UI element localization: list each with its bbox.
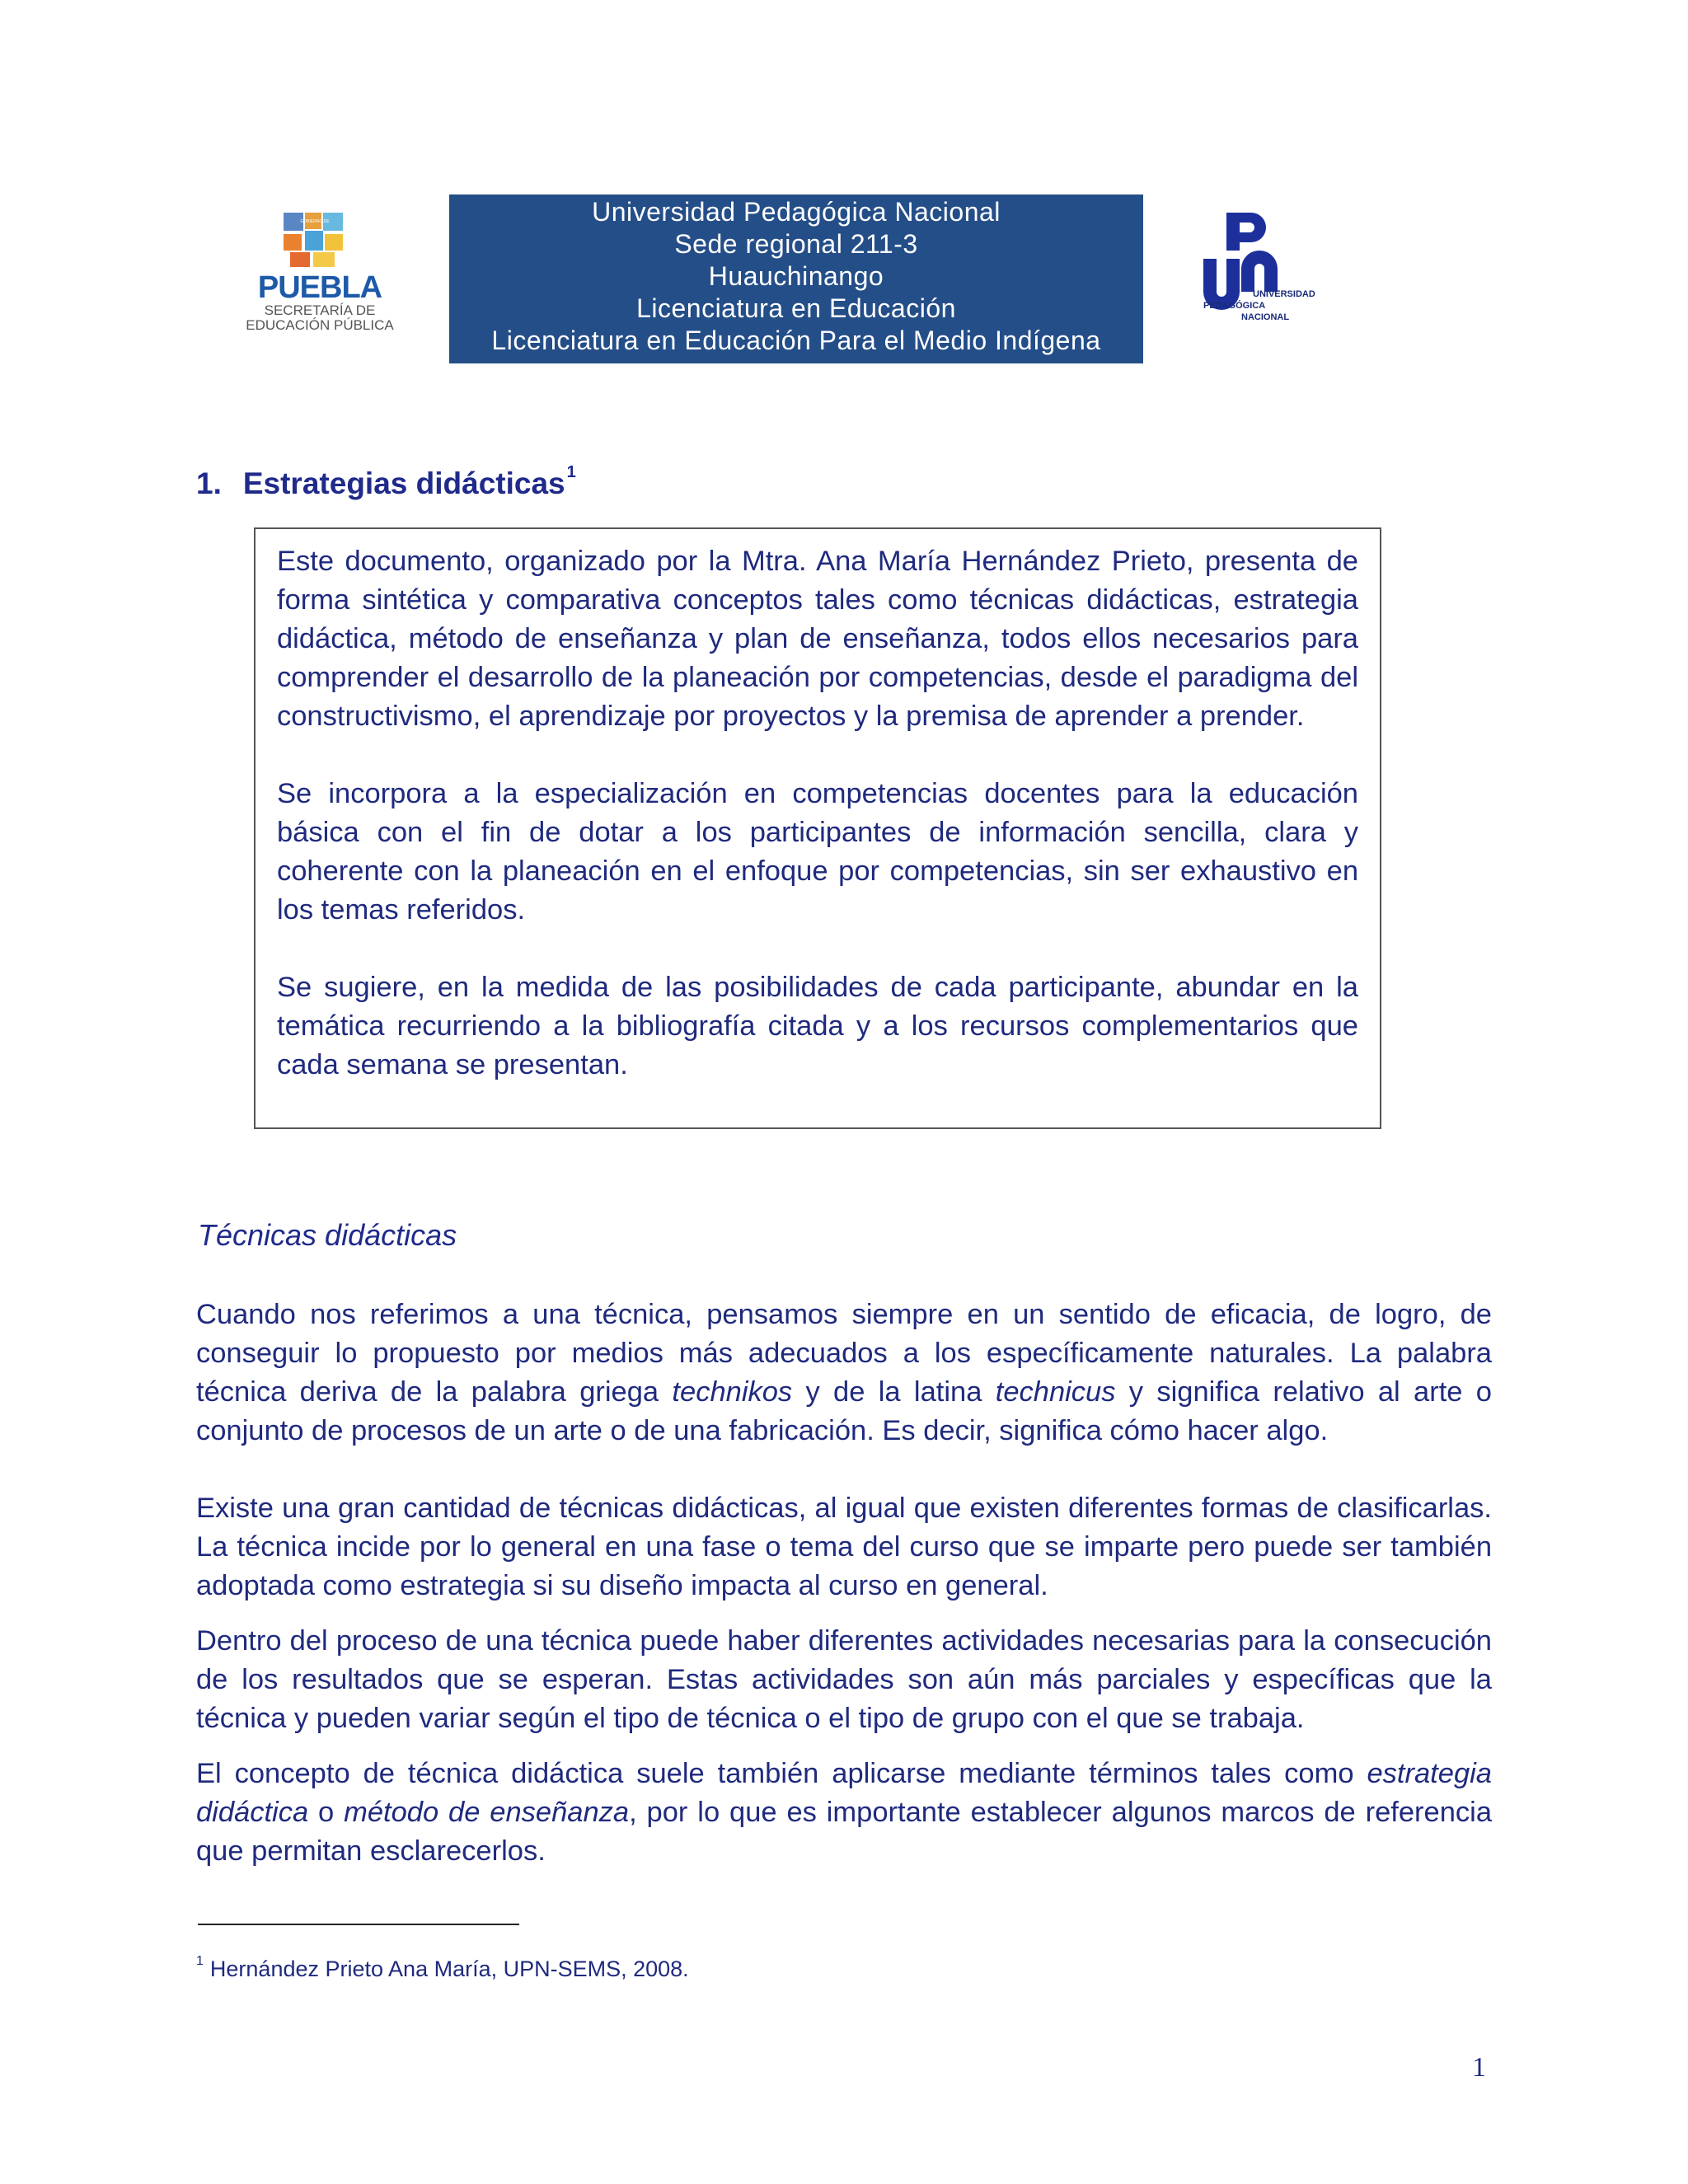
body-paragraph: Dentro del proceso de una técnica puede haber diferentes actividades necesarias para la consecución de los resultados que se esperan. Estas actividades son aún más parciales y específicas que la técnica y pueden variar según el tipo de técnica o el tipo de grupo con el que se trabaja. — [196, 1625, 1492, 1734]
header-line-degree: Licenciatura en Educación — [636, 293, 956, 323]
footnote-marker: 1 — [196, 1954, 204, 1968]
page-number: 1 — [1472, 2052, 1486, 2083]
svg-text:GOBIERNO DE: GOBIERNO DE — [300, 219, 330, 224]
subsection-title: Técnicas didácticas — [198, 1218, 457, 1252]
body-text — [196, 1296, 1492, 1871]
italic-term: método de enseñanza — [344, 1797, 630, 1828]
text-run: y significa relativo al arte o conjunto de procesos de un arte o de una fabricación. Es decir, significa cómo hacer algo. — [196, 1376, 1492, 1446]
italic-term: technikos — [672, 1376, 793, 1408]
text-run: El concepto de técnica didáctica suele también aplicarse mediante términos tales como — [196, 1758, 1367, 1789]
institution-header — [449, 194, 1143, 363]
section-title-text: Estrategias didácticas — [242, 466, 565, 500]
footnote-reference[interactable]: 1 — [566, 463, 576, 481]
footnote-separator — [198, 1924, 519, 1925]
summary-paragraph: Se incorpora a la especialización en competencias docentes para la educación básica con el fin de dotar a los participantes de información sencilla, clara y coherente con la planeación en el enfoque por competencias, sin ser exhaustivo en los temas referidos. — [277, 778, 1358, 926]
text-run: Cuando nos referimos a una técnica, pensamos siempre en un sentido de eficacia, de logro, de conseguir lo propuesto por medios más adecuados a los específicamente naturales. La palabra técnica deriva de la palabra griega — [196, 1299, 1492, 1408]
text-run: , por lo que es importante establecer algunos marcos de referencia que permitan esclarecerlos. — [196, 1797, 1493, 1867]
body-paragraph — [196, 1296, 1492, 1451]
text-run: y de la latina — [792, 1376, 996, 1408]
section-number: 1. — [196, 466, 222, 500]
summary-paragraph: Este documento, organizado por la Mtra. Ana María Hernández Prieto, presenta de forma sintética y comparativa conceptos tales como técnicas didácticas, estrategia didáctica, método de enseñanza y plan de enseñanza, todos ellos necesarios para comprender el desarrollo de la planeación por competencias, desde el paradigma del constructivismo, el aprendizaje por proyectos y la premisa de aprender a prender. — [277, 546, 1358, 732]
upn-label-1: UNIVERSIDAD — [1253, 289, 1315, 299]
header-line-degree-indigenous: Licenciatura en Educación Para el Medio Indígena — [491, 326, 1101, 355]
header-line-sede: Sede regional 211-3 — [674, 229, 918, 259]
upn-logo — [1202, 211, 1334, 335]
footnote-text: Hernández Prieto Ana María, UPN-SEMS, 2008. — [209, 1957, 689, 1981]
summary-box — [254, 527, 1381, 1129]
header-line-city: Huauchinango — [708, 261, 884, 291]
body-paragraph — [196, 1755, 1492, 1871]
italic-term: technicus — [995, 1376, 1116, 1408]
body-paragraph: Existe una gran cantidad de técnicas didácticas, al igual que existen diferentes formas de clasificarlas. La técnica incide por lo general en una fase o tema del curso que se imparte pero puede ser también adoptada como estrategia si su diseño impacta al curso en general. — [196, 1493, 1492, 1601]
puebla-subtitle-1: SECRETARÍA DE — [264, 302, 376, 318]
puebla-logo — [237, 208, 402, 340]
puebla-subtitle-2: EDUCACIÓN PÚBLICA — [246, 317, 394, 333]
puebla-wordmark: PUEBLA — [257, 270, 382, 305]
header-line-university: Universidad Pedagógica Nacional — [592, 197, 1001, 227]
puebla-emblem-icon — [282, 211, 348, 270]
upn-label-3: NACIONAL — [1241, 312, 1290, 322]
summary-paragraph: Se sugiere, en la medida de las posibilidades de cada participante, abundar en la temática recurriendo a la bibliografía citada y a los recursos complementarios que cada semana se presentan. — [277, 972, 1358, 1080]
footnote — [196, 1954, 689, 1982]
upn-label-2: PEDAGÓGICA — [1203, 301, 1266, 311]
italic-term: estrategia didáctica — [196, 1758, 1492, 1828]
text-run: o — [308, 1797, 345, 1828]
section-title — [196, 463, 576, 501]
